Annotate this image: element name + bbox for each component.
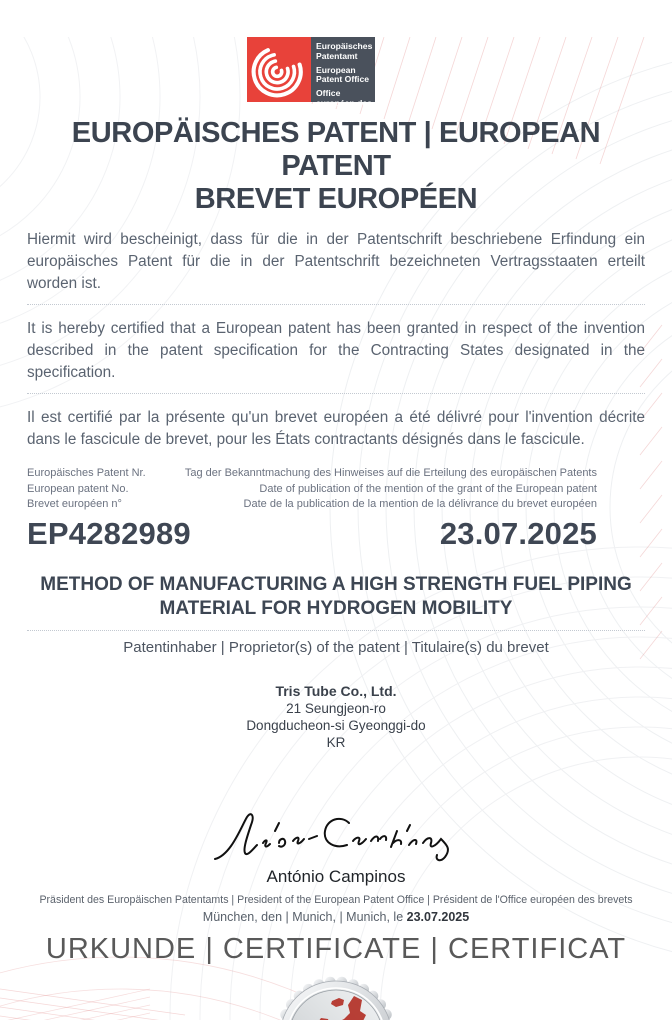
president-name: António Campinos (266, 866, 406, 886)
epo-logo (247, 37, 375, 118)
dotted-divider (27, 630, 645, 631)
epo-logo-text (311, 37, 375, 118)
place-date-value: 23.07.2025 (406, 909, 470, 924)
president-role: Präsident des Europäischen Patentamts | President of the European Patent Office | Président de l'Office européen des brevets (39, 893, 633, 906)
certification-text-en: It is hereby certified that a European patent has been granted in respect of the invention described in the patent specification for the Contracting States designated in the specification. (27, 320, 645, 381)
values-row (27, 516, 645, 552)
proprietor-address-line1: 21 Seungjeon-ro (286, 700, 386, 716)
certificate-content (0, 37, 672, 1020)
meta-labels-row (27, 466, 645, 513)
certificate-title-line2: BREVET EUROPÉEN (194, 183, 478, 215)
certificate-banner: URKUNDE | CERTIFICATE | CERTIFICAT (45, 932, 627, 965)
certification-text-de: Hiermit wird bescheinigt, dass für die in der Patentschrift beschriebene Erfindung ein europäisches Patent für die in der Patentschrift bezeichneten Vertragsstaaten erteilt worden ist. (27, 231, 645, 292)
proprietor-block (27, 683, 645, 751)
publication-date-labels (185, 466, 597, 513)
patent-number-labels (27, 466, 146, 513)
patent-number-value: EP4282989 (27, 515, 191, 551)
dotted-divider (27, 393, 645, 394)
signature-area (27, 809, 645, 887)
proprietor-address-line3: KR (326, 734, 346, 750)
certificate-page (0, 37, 672, 1020)
publication-label-fr: Date de la publication de la mention de la délivrance du brevet européen (243, 498, 597, 510)
invention-title: METHOD OF MANUFACTURING A HIGH STRENGTH FUEL PIPING MATERIAL FOR HYDROGEN MOBILITY (40, 573, 632, 619)
certification-text-fr: Il est certifié par la présente qu'un brevet européen a été délivré pour l'invention décrite dans le fascicule de brevet, pour les États contractants désignés dans le fascicule. (27, 409, 645, 448)
place-date-line (27, 910, 645, 924)
official-seal (274, 975, 398, 1020)
proprietor-name: Tris Tube Co., Ltd. (275, 682, 397, 699)
signature-image (201, 809, 471, 871)
patent-number-label-fr: Brevet européen n° (27, 498, 122, 510)
certificate-title (27, 117, 645, 216)
logo-org-en: European Patent Office (316, 64, 370, 85)
epo-fingerprint-icon (247, 37, 311, 102)
patent-number-label-de: Europäisches Patent Nr. (27, 467, 146, 479)
logo-org-fr: Office européen des brevets (316, 88, 372, 118)
publication-label-de: Tag der Bekanntmachung des Hinweises auf die Erteilung des europäischen Patents (184, 467, 597, 479)
publication-label-en: Date of publication of the mention of the grant of the European patent (259, 482, 597, 495)
logo-org-de: Europäisches Patentamt (316, 41, 373, 61)
dotted-divider (27, 304, 645, 305)
proprietor-address-line2: Dongducheon-si Gyeonggi-do (246, 717, 426, 733)
place-date-label: München, den | Munich, | Munich, le (202, 909, 404, 924)
certificate-title-line1: EUROPÄISCHES PATENT | EUROPEAN PATENT (71, 117, 601, 182)
patent-number-label-en: European patent No. (27, 482, 129, 495)
publication-date-value: 23.07.2025 (439, 515, 597, 551)
proprietor-heading: Patentinhaber | Proprietor(s) of the patent | Titulaire(s) du brevet (123, 638, 549, 656)
